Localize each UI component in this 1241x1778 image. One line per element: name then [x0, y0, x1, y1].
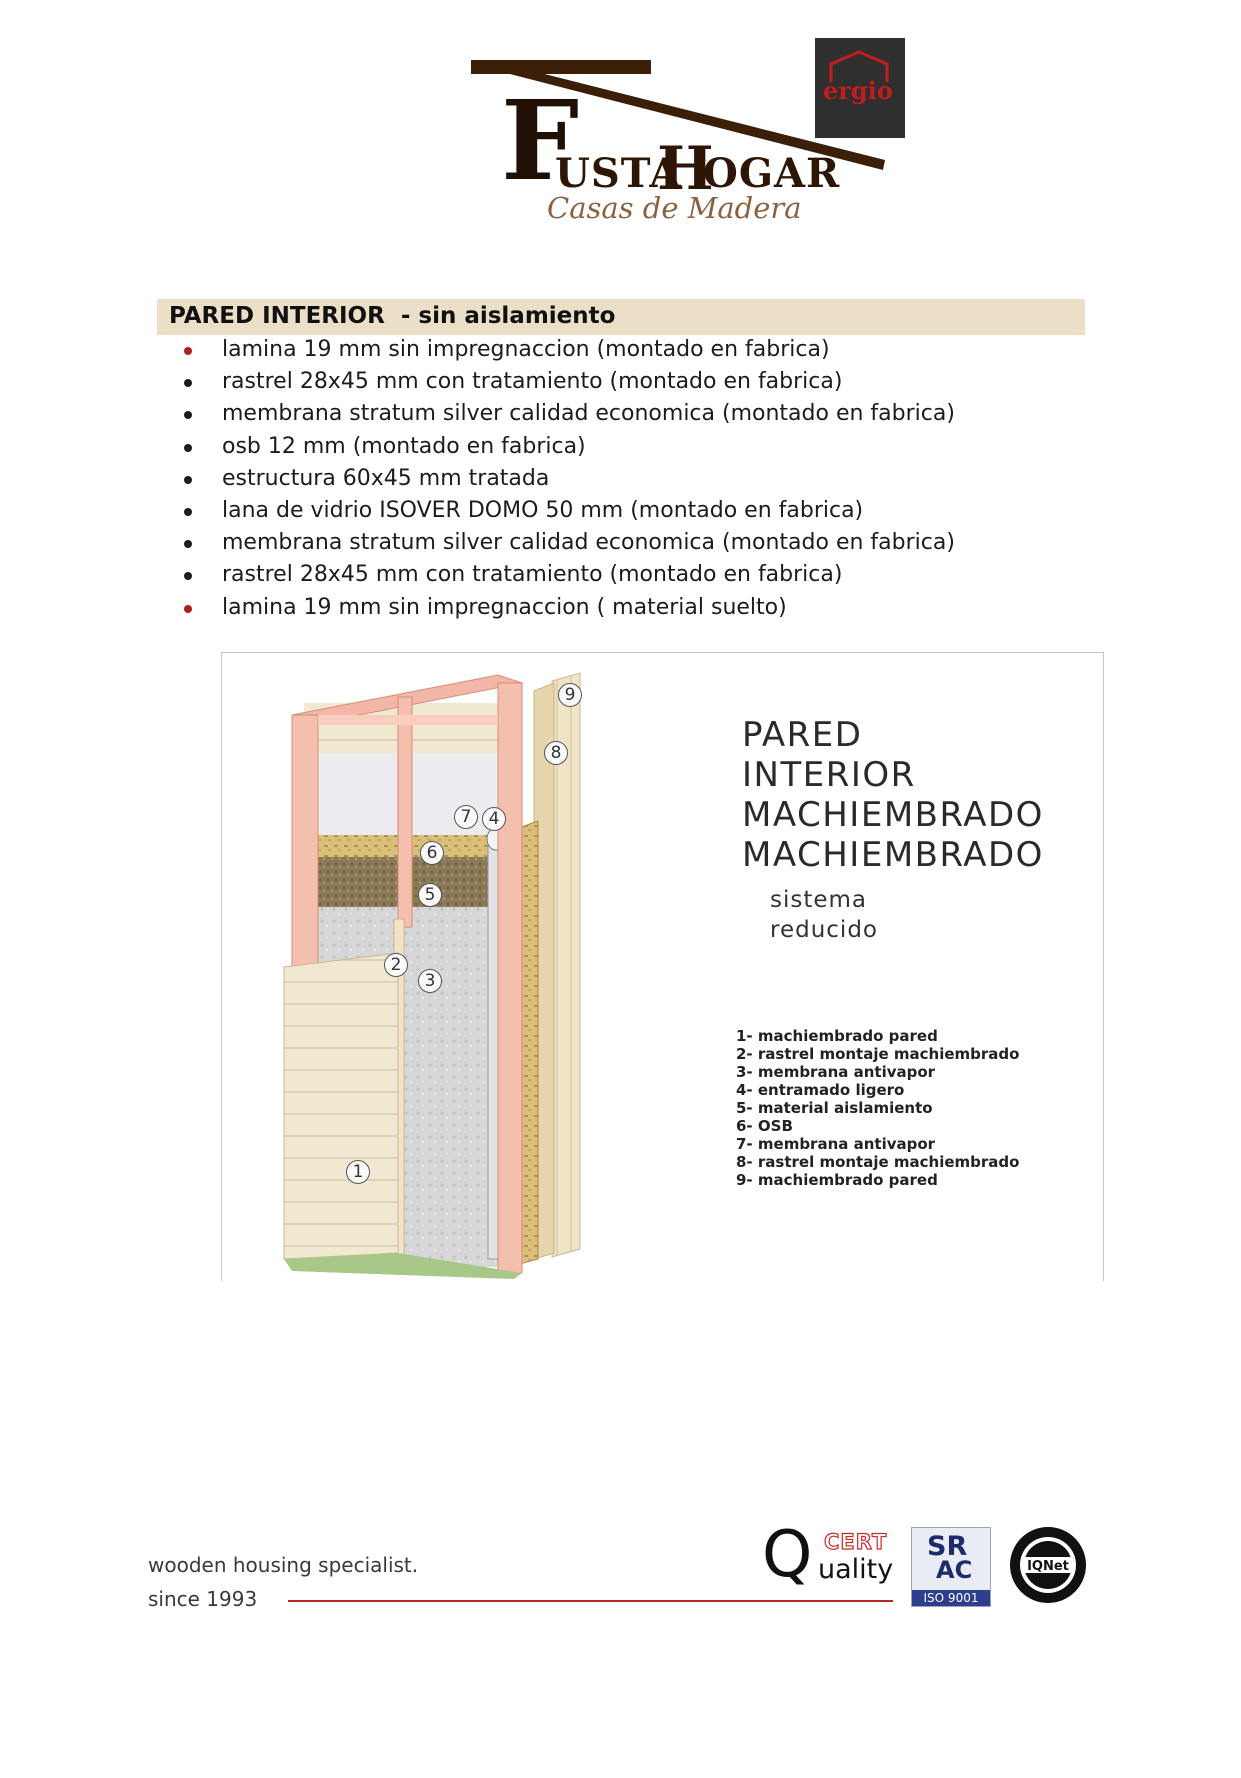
footer-tagline-line2: since 1993 [148, 1587, 258, 1611]
spec-item [180, 463, 955, 495]
diagram-title [742, 715, 1044, 875]
cert-quality-uality: uality [818, 1554, 894, 1585]
wall-diagram [221, 652, 1104, 1281]
spec-item [180, 398, 955, 430]
spec-item-text: lana de vidrio ISOVER DOMO 50 mm (montado en fabrica) [222, 497, 864, 523]
spec-item-text: rastrel 28x45 mm con tratamiento (montado en fabrica) [222, 369, 843, 395]
bullet-icon [184, 572, 192, 580]
legend-item: 9- machiembrado pared [736, 1171, 938, 1189]
bullet-icon [184, 476, 192, 484]
spec-item [180, 592, 955, 624]
bullet-icon [184, 508, 192, 516]
company-logo [465, 36, 905, 236]
bullet-icon [184, 379, 192, 387]
diagram-legend [736, 1027, 1019, 1189]
brand-letter-h: H [657, 134, 715, 204]
bullet-icon [184, 540, 192, 548]
bullet-icon [184, 347, 192, 355]
partner-name: ergio [823, 76, 893, 105]
legend-item: 2- rastrel montaje machiembrado [736, 1045, 1020, 1063]
marker-4: 4 [482, 807, 506, 831]
cert-iqnet-logo [1008, 1525, 1088, 1605]
diagram-title-line: PARED [742, 715, 863, 755]
legend-item: 4- entramado ligero [736, 1081, 905, 1099]
spec-item [180, 366, 955, 398]
marker-1: 1 [346, 1160, 370, 1184]
footer-tagline-line1: wooden housing specialist. [148, 1553, 419, 1577]
cert-quality-cert: CERT [824, 1530, 888, 1554]
marker-2: 2 [384, 953, 408, 977]
legend-item: 6- OSB [736, 1117, 793, 1135]
spec-item-text: lamina 19 mm sin impregnaccion (montado en fabrica) [222, 337, 830, 362]
section-title: PARED INTERIOR - sin aislamiento [169, 303, 616, 329]
bullet-icon [184, 411, 192, 419]
legend-item: 3- membrana antivapor [736, 1063, 936, 1081]
spec-item [180, 527, 955, 559]
section-header-bar [157, 299, 1085, 335]
spec-item-text: osb 12 mm (montado en fabrica) [222, 433, 586, 459]
spec-item-text: rastrel 28x45 mm con tratamiento (montado en fabrica) [222, 562, 843, 588]
cert-srac-ac: AC [936, 1556, 973, 1584]
diagram-subtitle [770, 885, 878, 945]
footer-tagline [148, 1548, 418, 1616]
iqnet-seal-icon [1008, 1525, 1088, 1605]
spec-item-text: lamina 19 mm sin impregnaccion ( material suelto) [222, 594, 787, 620]
brand-letter-f: F [501, 76, 581, 205]
bullet-icon [184, 444, 192, 452]
cert-quality-q: Q [762, 1518, 813, 1592]
cert-iqnet-text: IQNet [1027, 1559, 1069, 1574]
cert-srac-iso: ISO 9001 [912, 1590, 990, 1606]
spec-item [180, 495, 955, 527]
diagram-subtitle-line: sistema [770, 887, 868, 913]
diagram-title-line: INTERIOR [742, 755, 916, 795]
cert-quality-logo [762, 1518, 894, 1592]
spec-item-text: estructura 60x45 mm tratada [222, 465, 550, 491]
legend-item: 1- machiembrado pared [736, 1027, 938, 1045]
diagram-title-line: MACHIEMBRADO [742, 835, 1044, 875]
marker-5: 5 [418, 883, 442, 907]
marker-9: 9 [558, 683, 582, 707]
marker-7: 7 [454, 805, 478, 829]
footer-divider [288, 1600, 893, 1602]
brand-word-usta: USTA [555, 150, 682, 197]
legend-item: 8- rastrel montaje machiembrado [736, 1153, 1020, 1171]
brand-word-ogar: OGAR [703, 150, 841, 197]
cert-srac-sr: SR [927, 1531, 968, 1562]
bullet-icon [184, 605, 192, 613]
spec-item-text: membrana stratum silver calidad economica (montado en fabrica) [222, 530, 955, 556]
spec-item [180, 559, 955, 591]
partner-badge [815, 38, 905, 138]
legend-item: 5- material aislamiento [736, 1099, 933, 1117]
spec-item [180, 431, 955, 463]
marker-6: 6 [420, 841, 444, 865]
cert-srac-logo [911, 1527, 991, 1607]
diagram-subtitle-line: reducido [770, 917, 878, 943]
brand-tagline: Casas de Madera [547, 191, 802, 225]
marker-8: 8 [544, 741, 568, 765]
diagram-title-line: MACHIEMBRADO [742, 795, 1044, 835]
marker-3: 3 [418, 969, 442, 993]
spec-item [180, 334, 955, 366]
spec-item-text: membrana stratum silver calidad economica (montado en fabrica) [222, 401, 955, 427]
legend-item: 7- membrana antivapor [736, 1135, 936, 1153]
spec-list [180, 334, 955, 624]
